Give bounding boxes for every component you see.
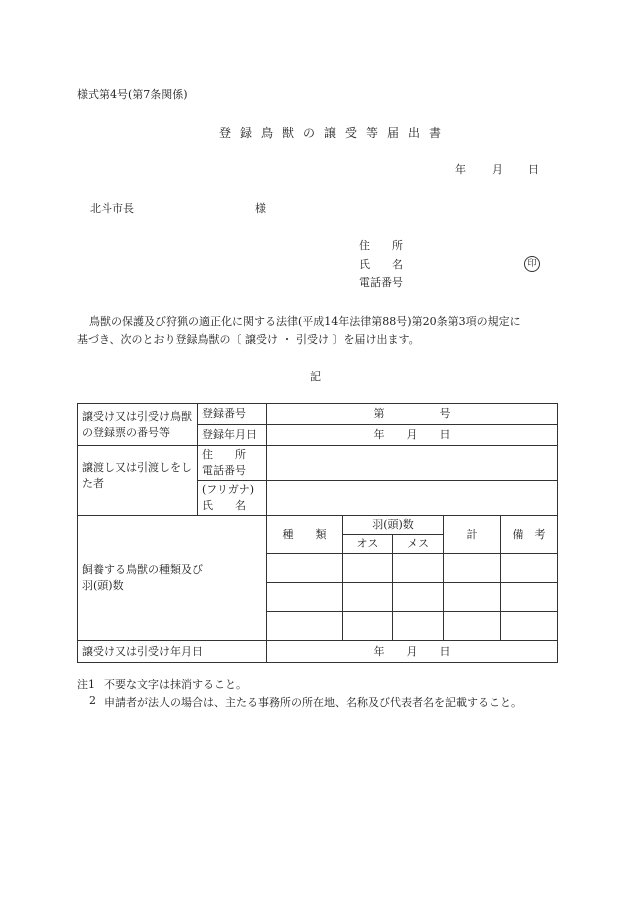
kept-row-2-remarks[interactable] <box>501 583 558 612</box>
page-title: 登録鳥獣の譲受等届出書 <box>219 126 451 140</box>
reg-number-label: 登録番号 <box>198 404 267 425</box>
kept-row-1-kind[interactable] <box>267 554 343 583</box>
body-text-line1: 鳥獣の保護及び狩猟の適正化に関する法律(平成14年法律第88号)第20条第3項の規定に <box>89 315 521 328</box>
seal-mark <box>524 256 540 272</box>
col-kind-header: 種 類 <box>267 516 343 554</box>
transferor-address-label <box>198 446 267 481</box>
col-male-header: オス <box>343 535 393 554</box>
note-1-number: 注1 <box>77 678 95 691</box>
kept-row-3-total[interactable] <box>444 612 501 641</box>
applicant-name-label: 氏 名 <box>359 258 403 271</box>
form-number: 様式第4号(第7条関係) <box>77 88 188 101</box>
transferor-name-label <box>198 481 267 516</box>
transferor-name-value[interactable] <box>267 481 558 516</box>
col-count-header: 羽(頭)数 <box>343 516 444 535</box>
furigana-label: (フリガナ) <box>202 483 255 496</box>
reg-number-value[interactable]: 第 号 <box>267 404 558 425</box>
date-year: 年 <box>455 163 466 176</box>
kept-row-1-female[interactable] <box>393 554 444 583</box>
kept-row-3-kind[interactable] <box>267 612 343 641</box>
body-text-line2: 基づき、次のとおり登録鳥獣の〔 譲受け ・ 引受け 〕を届け出ます。 <box>77 333 420 346</box>
applicant-phone-label: 電話番号 <box>359 276 403 289</box>
kept-row-2-male[interactable] <box>343 583 393 612</box>
transferor-address-label-2: 電話番号 <box>202 464 246 477</box>
transfer-date-label: 譲受け又は引受け年月日 <box>78 641 267 663</box>
col-female-header: メス <box>393 535 444 554</box>
reg-section-label: 譲受け又は引受け鳥獣の登録票の番号等 <box>78 404 198 446</box>
kept-row-1-total[interactable] <box>444 554 501 583</box>
kept-row-1-male[interactable] <box>343 554 393 583</box>
date-day: 日 <box>528 163 539 176</box>
kept-row-2-female[interactable] <box>393 583 444 612</box>
name-label: 氏 名 <box>202 499 246 512</box>
col-total-header: 計 <box>444 516 501 554</box>
note-2-number: 2 <box>89 694 96 707</box>
note-1-text: 不要な文字は抹消すること。 <box>104 678 247 691</box>
transferor-section-label: 譲渡し又は引渡しをした者 <box>78 446 198 516</box>
kept-row-1-remarks[interactable] <box>501 554 558 583</box>
col-remarks-header: 備 考 <box>501 516 558 554</box>
kept-row-2-kind[interactable] <box>267 583 343 612</box>
kept-row-3-female[interactable] <box>393 612 444 641</box>
kept-row-2-total[interactable] <box>444 583 501 612</box>
transfer-date-value[interactable]: 年 月 日 <box>267 641 558 663</box>
kept-section-label: 飼養する鳥獣の種類及び羽(頭)数 <box>78 516 267 641</box>
note-2-text: 申請者が法人の場合は、主たる事務所の所在地、名称及び代表者名を記載すること。 <box>104 696 522 709</box>
ki-heading: 記 <box>310 370 321 383</box>
transferor-address-label-1: 住 所 <box>202 448 246 461</box>
transferor-address-value[interactable] <box>267 446 558 481</box>
seal-icon: 印 <box>524 256 540 272</box>
addressee: 北斗市長 <box>90 202 134 215</box>
honorific: 様 <box>255 202 266 215</box>
kept-row-3-remarks[interactable] <box>501 612 558 641</box>
notification-table <box>77 403 558 663</box>
kept-row-3-male[interactable] <box>343 612 393 641</box>
reg-date-value[interactable]: 年 月 日 <box>267 425 558 446</box>
applicant-address-label: 住 所 <box>359 239 403 252</box>
reg-date-label: 登録年月日 <box>198 425 267 446</box>
date-month: 月 <box>492 163 503 176</box>
